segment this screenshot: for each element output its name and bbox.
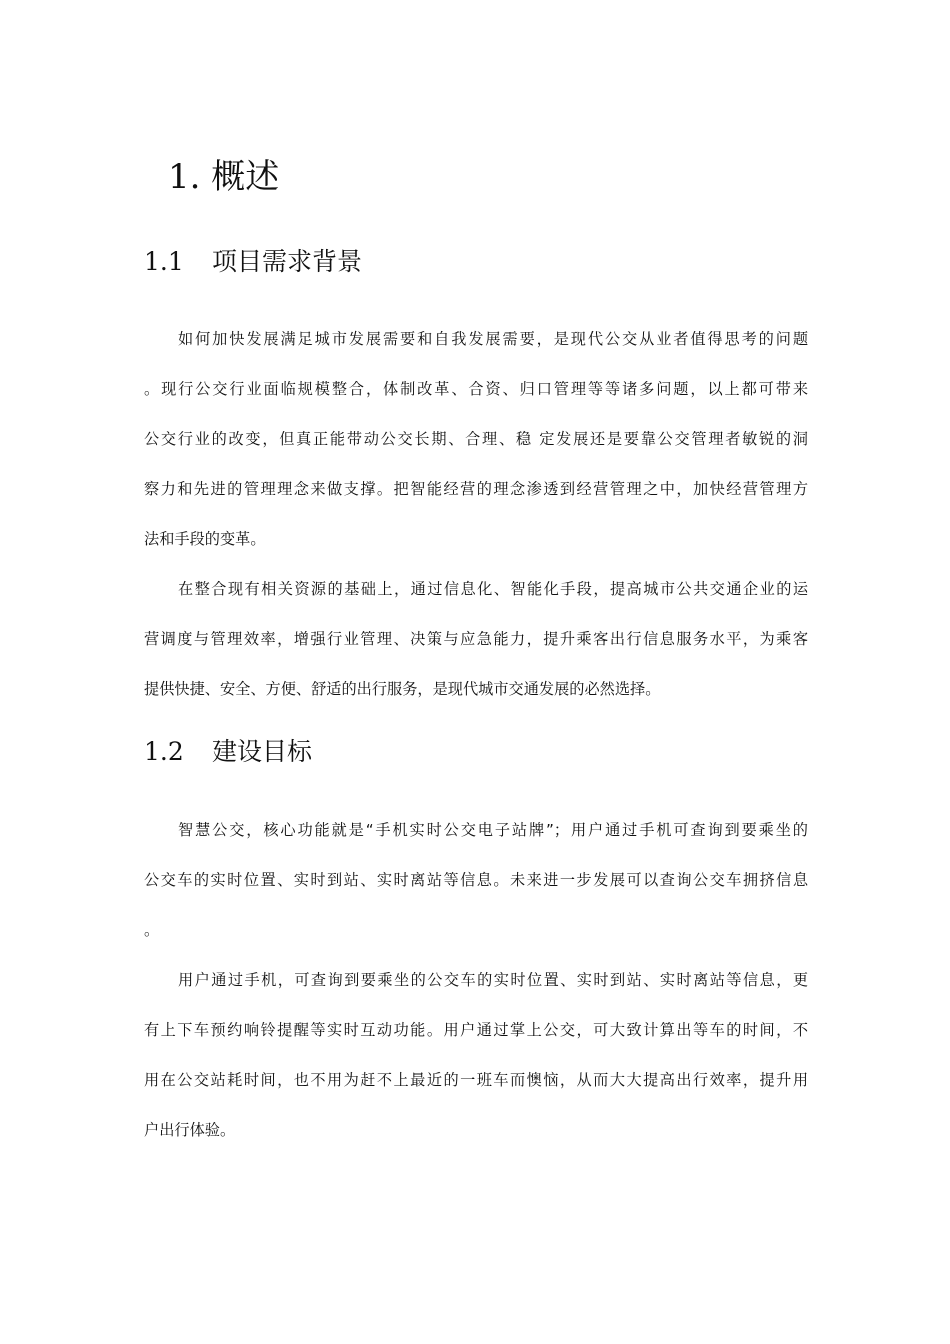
section-number: 1.1 <box>144 247 184 276</box>
paragraph-line: 在整合现有相关资源的基础上，通过信息化、智能化手段，提高城市公共交通企业的运 <box>178 580 808 598</box>
paragraph-line: 用户通过手机，可查询到要乘坐的公交车的实时位置、实时到站、实时离站等信息，更 <box>178 971 808 989</box>
paragraph-line: 。现行公交行业面临规模整合，体制改革、合资、归口管理等等诸多问题，以上都可带来 <box>144 380 808 398</box>
paragraph-line: 公交车的实时位置、实时到站、实时离站等信息。未来进一步发展可以查询公交车拥挤信息 <box>144 871 808 889</box>
paragraph-line: 公交行业的改变，但真正能带动公交长期、合理、稳 定发展还是要靠公交管理者敏锐的洞 <box>144 430 808 448</box>
paragraph-line: 。 <box>144 921 160 939</box>
paragraph <box>144 579 808 729</box>
chapter-heading: 1. 概述 <box>168 157 280 197</box>
paragraph <box>144 820 808 970</box>
paragraph <box>144 970 808 1170</box>
paragraph-line: 法和手段的变革。 <box>144 530 266 548</box>
paragraph-line: 用在公交站耗时间，也不用为赶不上最近的一班车而懊恼，从而大大提高出行效率，提升用 <box>144 1071 808 1089</box>
section-title: 项目需求背景 <box>212 247 363 276</box>
paragraph-line: 有上下车预约响铃提醒等实时互动功能。用户通过掌上公交，可大致计算出等车的时间，不 <box>144 1021 808 1039</box>
paragraph-line: 营调度与管理效率，增强行业管理、决策与应急能力，提升乘客出行信息服务水平，为乘客 <box>144 630 808 648</box>
paragraph-line: 如何加快发展满足城市发展需要和自我发展需要，是现代公交从业者值得思考的问题 <box>178 330 808 348</box>
section-heading-1-1 <box>144 242 362 282</box>
section-heading-1-2 <box>144 732 312 772</box>
paragraph <box>144 329 808 579</box>
paragraph-line: 户出行体验。 <box>144 1121 236 1139</box>
paragraph-line: 察力和先进的管理理念来做支撑。把智能经营的理念渗透到经营管理之中，加快经营管理方 <box>144 480 808 498</box>
paragraph-line: 提供快捷、安全、方便、舒适的出行服务，是现代城市交通发展的必然选择。 <box>144 680 661 698</box>
section-title: 建设目标 <box>212 737 313 766</box>
section-number: 1.2 <box>144 737 184 766</box>
paragraph-line: 智慧公交，核心功能就是“手机实时公交电子站牌”；用户通过手机可查询到要乘坐的 <box>178 821 808 839</box>
